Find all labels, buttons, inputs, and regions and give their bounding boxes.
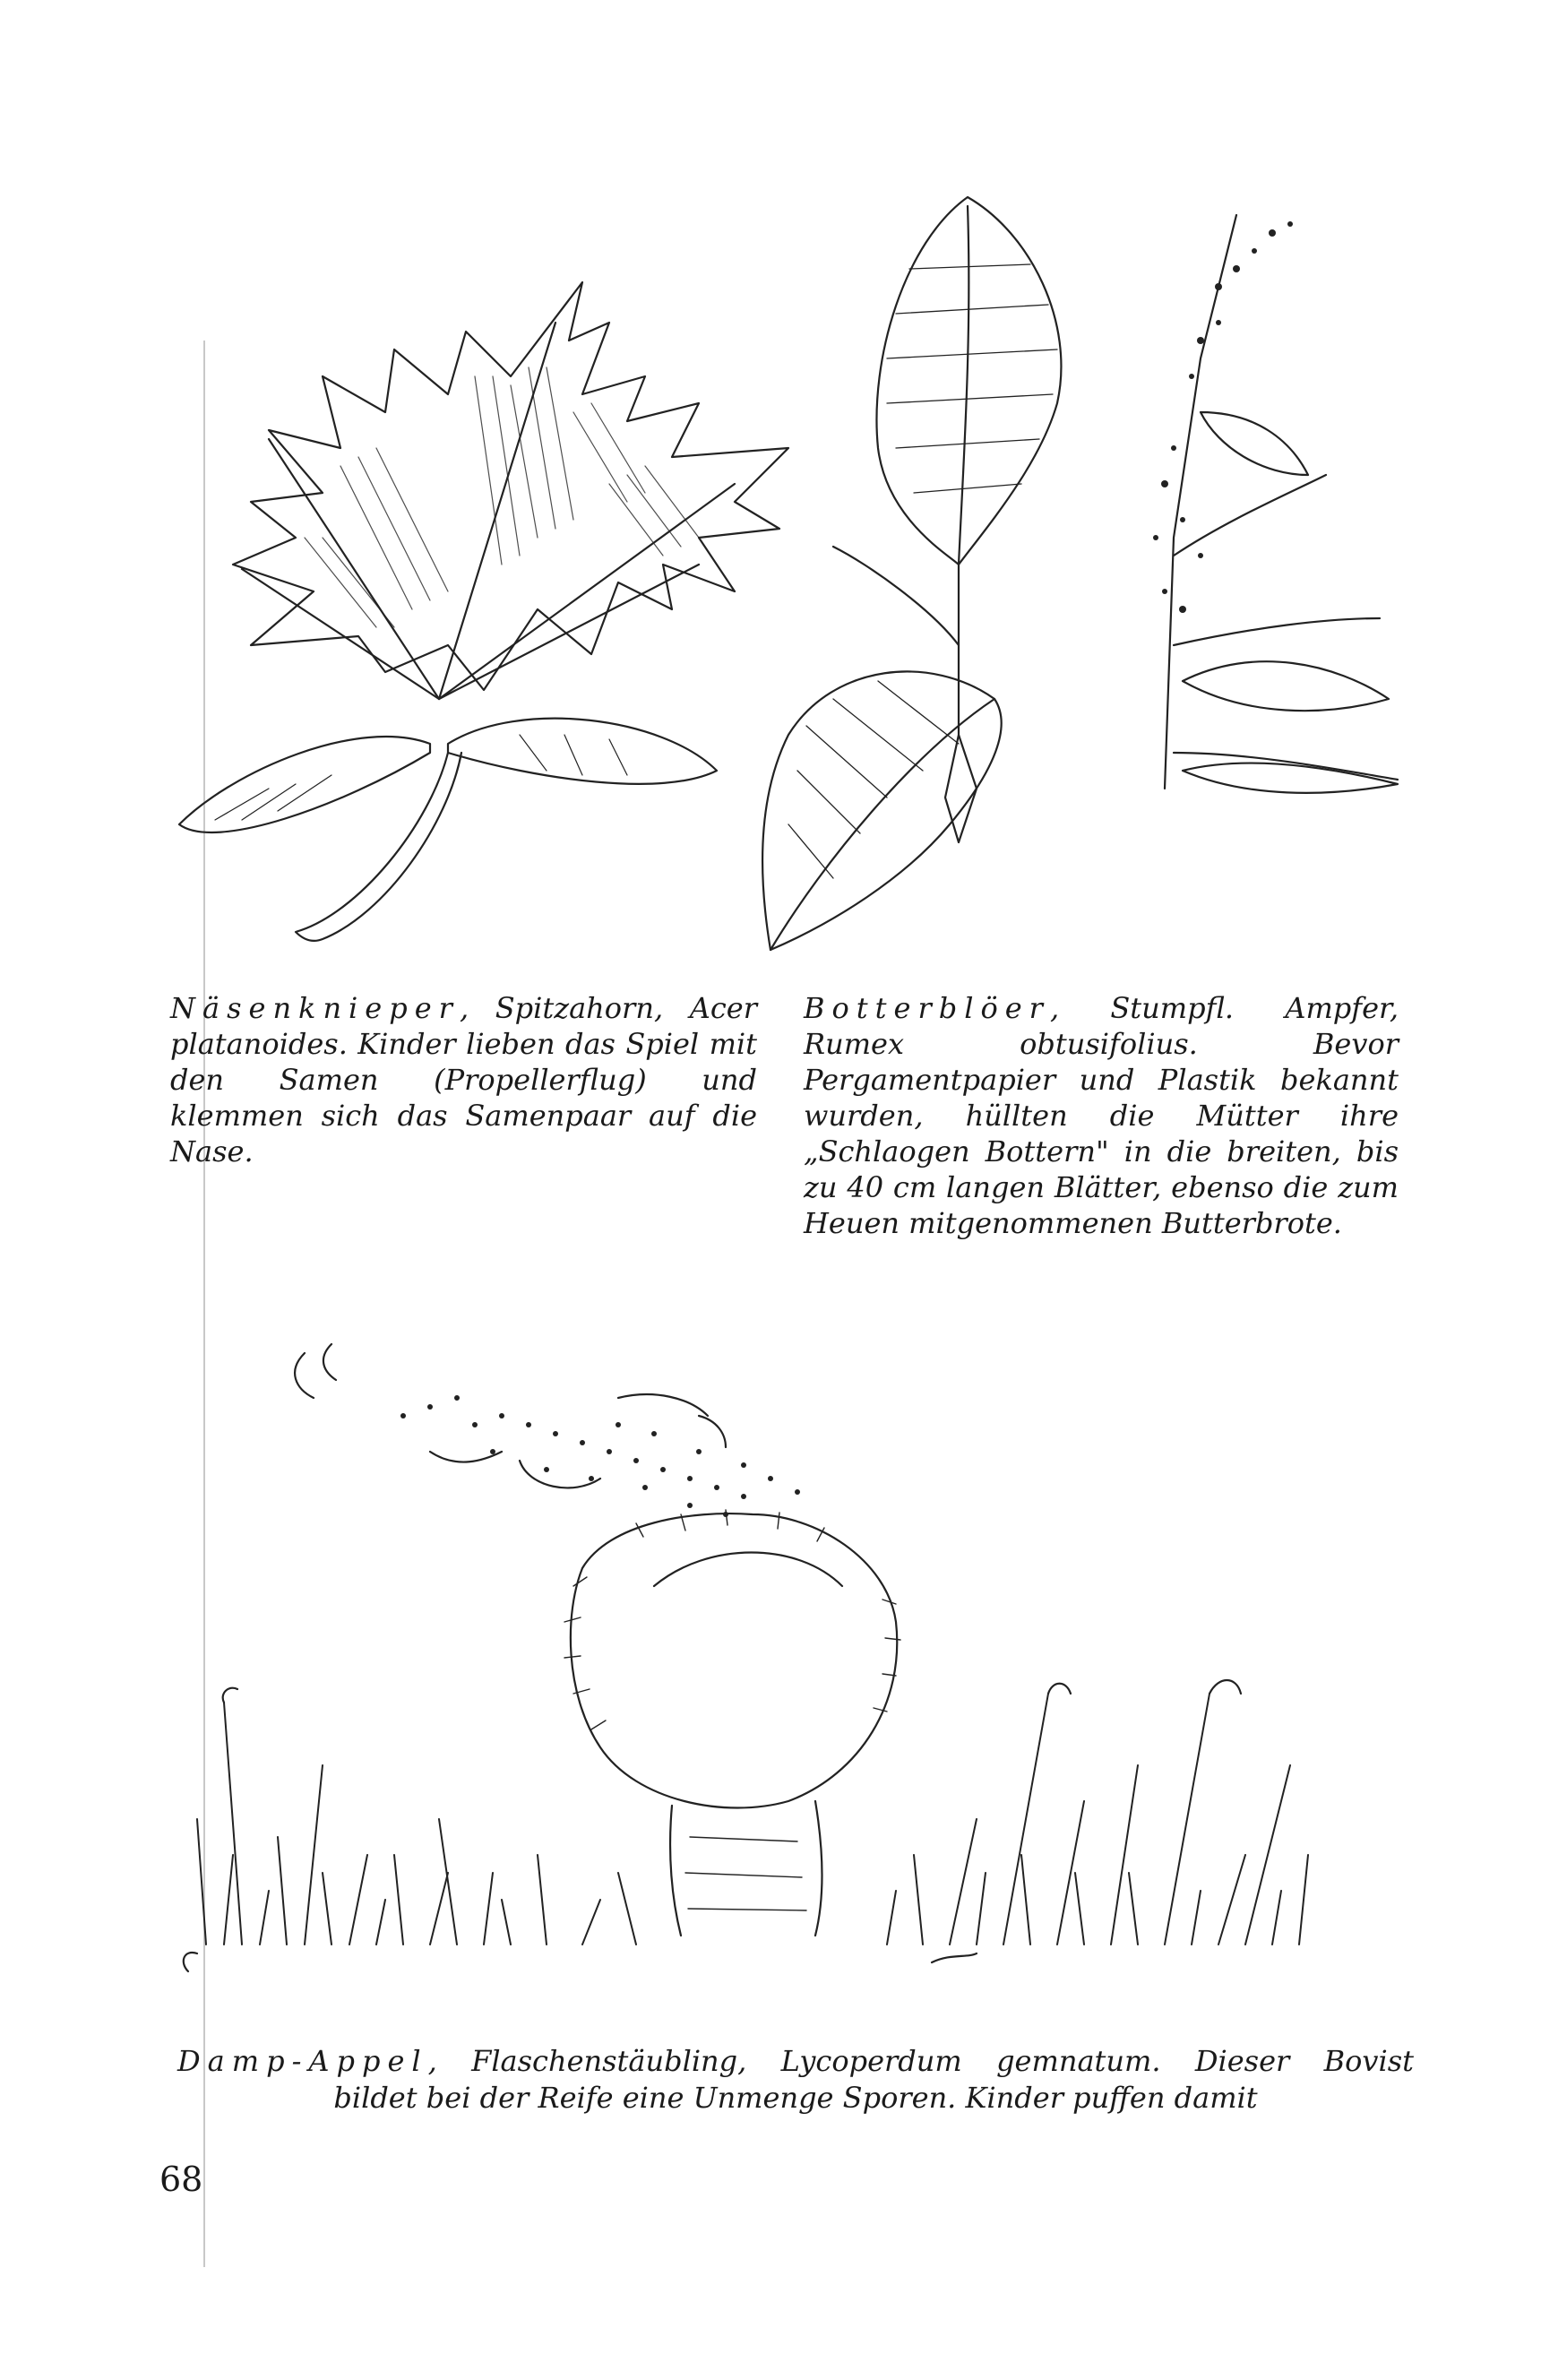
puffball-illustration (170, 1317, 1335, 2016)
puffball-common-name: Damp-Appel (177, 2044, 428, 2078)
dock-common-name: Botterblöer (804, 991, 1050, 1025)
puffball-caption-line1: , Flaschenstäubling, Lycoperdum gemnatum. Dieser Bovist (427, 2044, 1414, 2078)
page-number: 68 (159, 2160, 203, 2199)
puffball-caption (177, 2043, 1414, 2117)
maple-caption (170, 990, 757, 1169)
maple-leaf-illustration (161, 269, 806, 977)
dock-leaves-illustration (753, 179, 1407, 968)
dock-caption-text: , Stumpfl. Ampfer, Rumex obtusifolius. Bevor Pergamentpapier und Plastik bekannt wurden, hüllten die Mütter ihre „Schlaogen Bottern" in die breiten, bis zu 40 cm langen Blätter, ebenso die zum Heuen mitgenommenen Butterbrote. (804, 991, 1399, 1240)
puffball-caption-line2: bildet bei der Reife eine Unmenge Sporen. Kinder puffen damit (333, 2081, 1258, 2115)
maple-caption-text: , Spitzahorn, Acer platanoides. Kinder lieben das Spiel mit den Samen (Propellerflug) und klemmen sich das Samenpaar auf die Nase. (170, 991, 757, 1168)
dock-caption (804, 990, 1399, 1241)
maple-common-name: Näsenknieper (170, 991, 460, 1025)
